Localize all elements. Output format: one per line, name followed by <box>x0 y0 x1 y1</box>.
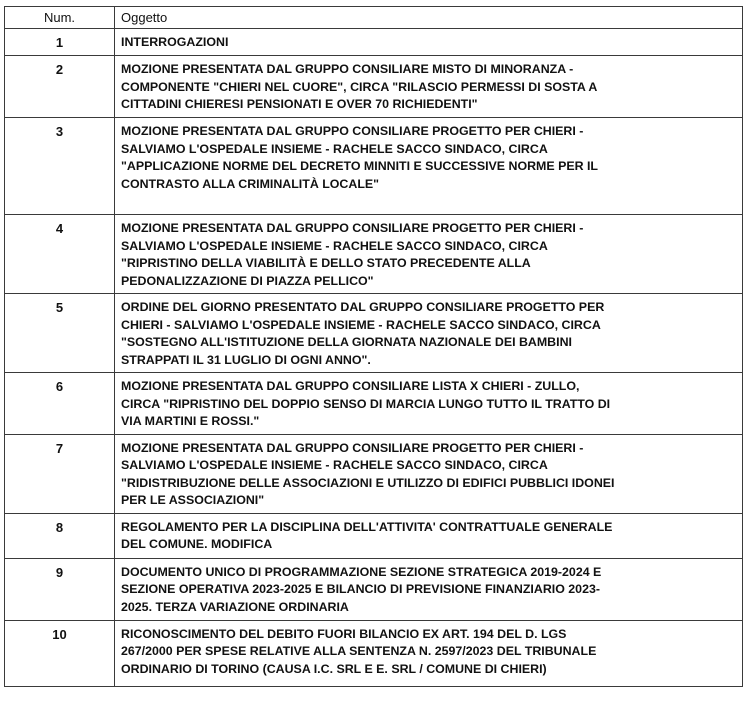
table-row <box>5 56 743 118</box>
row-subject: ORDINE DEL GIORNO PRESENTATO DAL GRUPPO CONSILIARE PROGETTO PER CHIERI - SALVIAMO L'OSPEDALE INSIEME - RACHELE SACCO SINDACO, CIRCA "SOSTEGNO ALL'ISTITUZIONE DELLA GIORNATA NAZIONALE DEI BAMBINI STRAPPATI IL 31 LUGLIO DI OGNI ANNO". <box>115 294 743 373</box>
row-number: 2 <box>5 56 115 118</box>
table-row <box>5 620 743 686</box>
row-number: 6 <box>5 373 115 435</box>
row-number: 7 <box>5 434 115 513</box>
table-row <box>5 294 743 373</box>
table-row <box>5 373 743 435</box>
table-row <box>5 29 743 56</box>
row-number: 1 <box>5 29 115 56</box>
header-num: Num. <box>5 7 115 29</box>
row-subject: INTERROGAZIONI <box>115 29 743 56</box>
table-row <box>5 215 743 294</box>
row-subject: MOZIONE PRESENTATA DAL GRUPPO CONSILIARE PROGETTO PER CHIERI - SALVIAMO L'OSPEDALE INSIEME - RACHELE SACCO SINDACO, CIRCA "RIDISTRIBUZIONE DELLE ASSOCIAZIONI E UTILIZZO DI EDIFICI PUBBLICI IDONEI PER LE ASSOCIAZIONI" <box>115 434 743 513</box>
row-number: 3 <box>5 118 115 215</box>
row-subject: MOZIONE PRESENTATA DAL GRUPPO CONSILIARE PROGETTO PER CHIERI - SALVIAMO L'OSPEDALE INSIEME - RACHELE SACCO SINDACO, CIRCA "APPLICAZIONE NORME DEL DECRETO MINNITI E SUCCESSIVE NORME PER IL CONTRASTO ALLA CRIMINALITÀ LOCALE" <box>115 118 743 215</box>
row-number: 8 <box>5 513 115 558</box>
table-row <box>5 434 743 513</box>
table-row <box>5 118 743 215</box>
row-subject: DOCUMENTO UNICO DI PROGRAMMAZIONE SEZIONE STRATEGICA 2019-2024 E SEZIONE OPERATIVA 2023-2025 E BILANCIO DI PREVISIONE FINANZIARIO 2023- 2025. TERZA VARIAZIONE ORDINARIA <box>115 558 743 620</box>
row-subject: MOZIONE PRESENTATA DAL GRUPPO CONSILIARE PROGETTO PER CHIERI - SALVIAMO L'OSPEDALE INSIEME - RACHELE SACCO SINDACO, CIRCA "RIPRISTINO DELLA VIABILITÀ E DELLO STATO PRECEDENTE ALLA PEDONALIZZAZIONE DI PIAZZA PELLICO" <box>115 215 743 294</box>
row-subject: MOZIONE PRESENTATA DAL GRUPPO CONSILIARE MISTO DI MINORANZA - COMPONENTE "CHIERI NEL CUORE", CIRCA "RILASCIO PERMESSI DI SOSTA A CITTADINI CHIERESI PENSIONATI E OVER 70 RICHIEDENTI" <box>115 56 743 118</box>
row-number: 10 <box>5 620 115 686</box>
row-subject: RICONOSCIMENTO DEL DEBITO FUORI BILANCIO EX ART. 194 DEL D. LGS 267/2000 PER SPESE RELATIVE ALLA SENTENZA N. 2597/2023 DEL TRIBUNALE ORDINARIO DI TORINO (CAUSA I.C. SRL E E. SRL / COMUNE DI CHIERI) <box>115 620 743 686</box>
header-row <box>5 7 743 29</box>
row-number: 9 <box>5 558 115 620</box>
table-row <box>5 513 743 558</box>
row-number: 5 <box>5 294 115 373</box>
row-number: 4 <box>5 215 115 294</box>
table-row <box>5 558 743 620</box>
agenda-table <box>4 6 743 687</box>
header-oggetto: Oggetto <box>115 7 743 29</box>
row-subject: MOZIONE PRESENTATA DAL GRUPPO CONSILIARE LISTA X CHIERI - ZULLO, CIRCA "RIPRISTINO DEL DOPPIO SENSO DI MARCIA LUNGO TUTTO IL TRATTO DI VIA MARTINI E ROSSI." <box>115 373 743 435</box>
row-subject: REGOLAMENTO PER LA DISCIPLINA DELL'ATTIVITA' CONTRATTUALE GENERALE DEL COMUNE. MODIFICA <box>115 513 743 558</box>
